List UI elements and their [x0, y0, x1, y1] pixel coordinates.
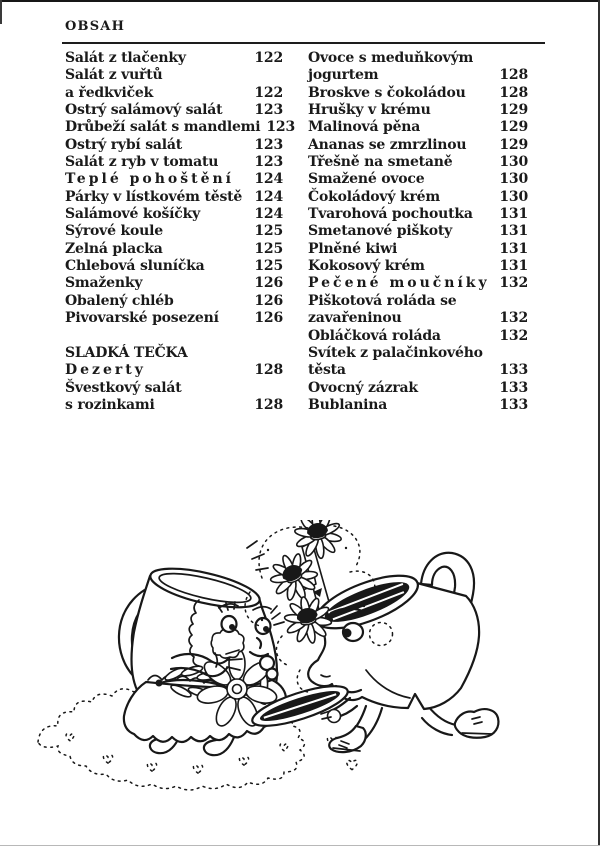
- toc-entry-page: 123: [266, 119, 296, 136]
- toc-entry: [65, 206, 283, 223]
- toc-entry: [65, 310, 283, 327]
- toc-column-left: [65, 50, 296, 414]
- toc-entry-page: 133: [499, 379, 528, 396]
- toc-entry: [308, 362, 528, 379]
- toc-entry-page: 124: [254, 206, 283, 223]
- toc-entry: [65, 275, 283, 292]
- toc-entry-title: Malinová pěna: [308, 119, 421, 136]
- toc-entry: [65, 380, 283, 397]
- toc-entry-title: Ostrý salámový salát: [65, 102, 223, 119]
- toc-entry-title: Broskve s čokoládou: [308, 84, 466, 101]
- toc-entry-page: 129: [499, 136, 528, 153]
- toc-entry-page: 131: [499, 258, 528, 275]
- toc-entry-title: Piškotová roláda se: [308, 292, 457, 309]
- toc-entry: [308, 258, 528, 275]
- toc-entry-title: Smažené ovoce: [308, 171, 425, 188]
- page-title: OBSAH: [65, 19, 126, 34]
- toc-entry-page: 123: [254, 154, 283, 171]
- toc-entry: [65, 362, 283, 379]
- toc-entry-title: Svítek z palačinkového: [308, 344, 483, 361]
- toc-entry-page: 128: [499, 84, 528, 101]
- toc-entry: [65, 102, 283, 119]
- toc-entry: [65, 241, 283, 258]
- toc-entry-title: jogurtem: [308, 67, 379, 84]
- heart-icon: [193, 765, 202, 773]
- toc-entry-title: s rozinkami: [65, 396, 155, 413]
- toc-entry-page: 130: [499, 171, 528, 188]
- toc-entry: [65, 85, 283, 102]
- toc-entry: [65, 137, 283, 154]
- toc-entry-title: Salámové košíčky: [65, 206, 201, 223]
- toc-entry-page: 130: [499, 154, 528, 171]
- toc-entry: [65, 154, 283, 171]
- toc-entry-title: Švestkový salát: [65, 379, 182, 396]
- heart-icon: [280, 744, 288, 751]
- toc-entry-title: Hrušky v krému: [308, 102, 431, 119]
- toc-entry-title: SLADKÁ TEČKA: [65, 344, 188, 361]
- toc-entry-title: Drůbeží salát s mandlemi: [65, 119, 261, 136]
- table-of-contents: [65, 50, 528, 414]
- heart-icon: [147, 763, 156, 771]
- toc-entry-page: 122: [254, 50, 283, 66]
- toc-entry-page: 129: [499, 102, 528, 119]
- page-border-top: [0, 0, 600, 2]
- toc-entry: [65, 397, 283, 414]
- heart-icon: [103, 755, 112, 763]
- toc-entry-page: 124: [254, 188, 283, 205]
- toc-entry: [65, 50, 283, 67]
- heart-icon: [347, 760, 358, 769]
- toc-entry: [65, 258, 283, 275]
- toc-entry: [308, 293, 528, 310]
- toc-entry: [65, 328, 283, 345]
- toc-entry: [308, 206, 528, 223]
- toc-entry: [308, 189, 528, 206]
- toc-entry-title: Salát z ryb v tomatu: [65, 154, 219, 171]
- toc-entry: [308, 275, 528, 292]
- toc-entry-title: Teplé pohoštění: [65, 171, 235, 188]
- toc-entry-title: Ananas se zmrzlinou: [308, 136, 467, 153]
- toc-entry-title: Ostrý rybí salát: [65, 136, 183, 153]
- toc-entry-page: 126: [254, 275, 283, 292]
- toc-entry-page: 126: [254, 292, 283, 309]
- toc-entry-title: Pečené moučníky: [308, 275, 490, 292]
- mug-leg-far: [422, 706, 498, 738]
- toc-entry-page: 128: [499, 67, 528, 84]
- toc-entry: [308, 171, 528, 188]
- toc-entry: [65, 189, 283, 206]
- toc-entry: [65, 293, 283, 310]
- toc-entry-title: Sýrové koule: [65, 223, 163, 240]
- toc-entry-page: 125: [254, 223, 283, 240]
- toc-entry-page: 129: [499, 119, 528, 136]
- heart-icon: [239, 757, 248, 765]
- toc-entry: [308, 380, 528, 397]
- toc-entry-title: Párky v lístkovém těstě: [65, 188, 243, 205]
- toc-entry-page: 130: [499, 188, 528, 205]
- toc-entry-page: 131: [499, 223, 528, 240]
- toc-entry-title: Salát z vuřtů: [65, 67, 163, 84]
- toc-entry: [65, 67, 283, 84]
- toc-entry: [308, 102, 528, 119]
- toc-entry: [308, 310, 528, 327]
- toc-entry-page: 122: [254, 84, 283, 101]
- toc-entry-page: 133: [499, 362, 528, 379]
- toc-entry: [308, 50, 528, 67]
- toc-entry-title: Ovoce s meduňkovým: [308, 50, 474, 66]
- toc-entry-title: Bublanina: [308, 396, 388, 413]
- bottom-illustration: [0, 520, 600, 820]
- toc-entry: [308, 119, 528, 136]
- toc-entry-title: Pivovarské posezení: [65, 310, 219, 327]
- toc-entry: [308, 241, 528, 258]
- toc-entry: [308, 154, 528, 171]
- toc-entry-title: Třešně na smetaně: [308, 154, 453, 171]
- toc-entry-page: 126: [254, 310, 283, 327]
- toc-entry-page: 125: [254, 258, 283, 275]
- toc-entry-page: 123: [254, 136, 283, 153]
- toc-entry: [65, 345, 283, 362]
- toc-entry-page: 131: [499, 206, 528, 223]
- toc-entry-title: Zelná placka: [65, 240, 163, 257]
- toc-entry-title: zavařeninou: [308, 310, 402, 327]
- toc-entry: [65, 119, 296, 136]
- toc-entry-title: Plněné kiwi: [308, 240, 398, 257]
- toc-entry-page: 124: [254, 171, 283, 188]
- toc-entry-page: 123: [254, 102, 283, 119]
- toc-entry-title: těsta: [308, 362, 346, 379]
- toc-entry-title: Čokoládový krém: [308, 188, 440, 205]
- toc-entry-title: Ovocný zázrak: [308, 379, 418, 396]
- toc-entry: [308, 137, 528, 154]
- toc-entry: [308, 223, 528, 240]
- toc-entry-title: Smetanové piškoty: [308, 223, 453, 240]
- toc-entry-page: 128: [254, 396, 283, 413]
- toc-entry-title: Dezerty: [65, 362, 146, 379]
- toc-entry-title: Obláčková roláda: [308, 327, 441, 344]
- toc-entry: [308, 345, 528, 362]
- title-underline: [62, 42, 545, 44]
- sparkle-lines: [247, 541, 268, 570]
- page-border-corner: [0, 0, 2, 24]
- toc-entry-page: 131: [499, 240, 528, 257]
- toc-entry-title: Salát z tlačenky: [65, 50, 186, 66]
- toc-entry-page: 132: [499, 327, 528, 344]
- toc-entry: [65, 223, 283, 240]
- toc-entry: [308, 85, 528, 102]
- toc-entry: [308, 328, 528, 345]
- toc-entry-title: Tvarohová pochoutka: [308, 206, 473, 223]
- toc-entry-title: Obalený chléb: [65, 292, 174, 309]
- toc-entry-page: 132: [499, 275, 528, 292]
- toc-entry-page: 128: [254, 362, 283, 379]
- toc-entry-title: Smaženky: [65, 275, 143, 292]
- toc-column-right: [308, 50, 528, 414]
- jug-eye-left: [222, 616, 237, 632]
- toc-entry-page: 133: [499, 396, 528, 413]
- toc-entry-title: Chlebová sluníčka: [65, 258, 205, 275]
- heart-icon: [66, 734, 74, 741]
- toc-entry: [308, 67, 528, 84]
- toc-entry-title: Kokosový krém: [308, 258, 425, 275]
- toc-entry: [308, 397, 528, 414]
- toc-entry-page: 125: [254, 240, 283, 257]
- toc-entry: [65, 171, 283, 188]
- toc-entry-title: a ředkviček: [65, 84, 154, 101]
- toc-entry-page: 132: [499, 310, 528, 327]
